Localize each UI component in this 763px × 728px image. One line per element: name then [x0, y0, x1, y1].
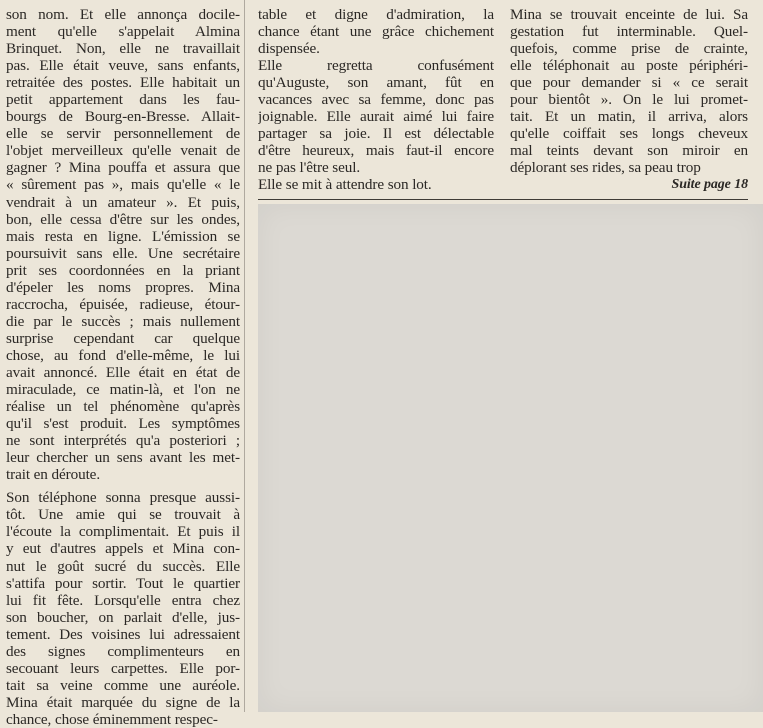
paragraph — [258, 57, 494, 176]
text-line: bon, elle cessa d'être sur les ondes, — [6, 210, 240, 228]
text-line: pas. Elle était veuve, sans enfants, — [6, 57, 240, 75]
text-line: bourgs de Bourg-en-Bresse. Allait- — [6, 108, 240, 126]
text-line: elle téléphonait au poste périphéri- — [510, 57, 748, 75]
text-line: nut le goût sucré du succès. Elle — [6, 557, 240, 575]
text-line: y eut d'autres appels et Mina con- — [6, 540, 240, 558]
text-line: chose, au fond d'elle-même, le lui — [6, 346, 240, 364]
text-line: vacances avec sa femme, donc pas — [258, 91, 494, 109]
text-line: ne sont interprétés qu'a posteriori ; — [6, 432, 240, 450]
text-line: Elle regretta confusément — [258, 57, 494, 75]
text-line: table et digne d'admiration, la — [258, 6, 494, 23]
text-line: dispensée. — [258, 40, 320, 58]
text-line: partager sa joie. Il est délectable — [258, 125, 494, 143]
text-line: réalise un tel phénomène qu'après — [6, 398, 240, 416]
text-line: joignable. Elle aurait aimé lui faire — [258, 108, 494, 126]
text-line: des signes complimenteurs en — [6, 642, 240, 660]
text-line: ne pas l'être seul. — [258, 159, 361, 177]
text-line: trait en déroute. — [6, 466, 101, 484]
text-line: Mina était marquée du signe de la — [6, 693, 240, 711]
text-line: tait sa veine comme une auréole. — [6, 676, 240, 694]
text-line: poursuivit sans elle. Une secrétaire — [6, 244, 240, 262]
text-line: d'épeler les noms propres. Mina — [6, 278, 240, 296]
text-line: qu'il s'est produit. Les symptômes — [6, 415, 240, 433]
text-line: son nom. Et elle annonça docile- — [6, 6, 240, 23]
text-line: chance étant une grâce chichement — [258, 23, 494, 41]
column-divider — [244, 0, 245, 712]
text-line: Elle se mit à attendre son lot. — [258, 176, 432, 194]
text-line: vendrait à un amateur ». Et puis, — [6, 193, 240, 211]
text-line: son boucher, on parlait d'elle, jus- — [6, 608, 240, 626]
text-line: l'objet merveilleux qu'elle venait de — [6, 142, 240, 160]
text-line: déplorant ses rides, sa peau trop — [510, 159, 701, 177]
text-line: qu'Auguste, son amant, fût en — [258, 74, 494, 92]
article-column-1 — [6, 6, 240, 728]
text-line: Mina se trouvait enceinte de lui. Sa — [510, 6, 748, 23]
text-line: lui fit fête. Lorsqu'elle entra chez — [6, 591, 240, 609]
paragraph — [258, 6, 494, 57]
photo-placeholder — [258, 204, 763, 712]
text-line: secouant leurs carpettes. Elle por- — [6, 659, 240, 677]
text-line: chance, chose éminemment respec- — [6, 710, 218, 728]
text-line: petit appartement dans les fau- — [6, 91, 240, 109]
text-line: gestation fut interminable. Quel- — [510, 23, 748, 41]
text-line: retraitée des postes. Elle habitait un — [6, 74, 240, 92]
article-column-2 — [258, 6, 494, 194]
text-line: elle se servir personnellement de — [6, 125, 240, 143]
text-line: tôt. Une amie qui se trouvait à — [6, 506, 240, 524]
text-line: Son téléphone sonna presque aussi- — [6, 489, 240, 507]
continued-on-page: Suite page 18 — [671, 177, 748, 193]
paragraph — [510, 6, 748, 176]
text-line: pour bientôt ». On le lui promet- — [510, 91, 748, 109]
text-line: gagner ? Mina pouffa et assura que — [6, 159, 240, 177]
text-line: prit ses coordonnées en la priant — [6, 261, 240, 279]
text-line: d'être heureux, mais faut-il encore — [258, 142, 494, 160]
paragraph — [258, 176, 494, 193]
text-line: mal teints devant son miroir en — [510, 142, 748, 160]
paragraph — [6, 6, 240, 483]
paragraph — [6, 489, 240, 728]
text-line: avait annoncé. Elle était en état de — [6, 363, 240, 381]
text-line: die par le succès ; mais nullement — [6, 312, 240, 330]
text-line: Brinquet. Non, elle ne travaillait — [6, 40, 240, 58]
text-line: raccrocha, épuisée, radieuse, étour- — [6, 295, 240, 313]
text-line: tement. Des voisines lui adressaient — [6, 625, 240, 643]
text-line: leur chercher un sens avant les met- — [6, 449, 240, 467]
text-line: miraculade, ce matin-là, et l'on ne — [6, 381, 240, 399]
text-line: tait. Et un matin, il arriva, alors — [510, 108, 748, 126]
text-line: quefois, comme prise de crainte, — [510, 40, 748, 58]
text-line: qu'elle coiffait ses longs cheveux — [510, 125, 748, 143]
text-line: l'écoute la complimentait. Et puis il — [6, 523, 240, 541]
text-line: mais resta en ligne. L'émission se — [6, 227, 240, 245]
text-line: ment qu'elle s'appelait Almina — [6, 23, 240, 41]
text-line: « sûrement pas », mais qu'elle « le — [6, 176, 240, 194]
photo-top-rule — [258, 199, 748, 200]
text-line: s'attifa pour sortir. Tout le quartier — [6, 574, 240, 592]
article-column-3 — [510, 6, 748, 194]
text-line: surprise cependant car quelque — [6, 329, 240, 347]
text-line: que pour demander si « ce serait — [510, 74, 748, 92]
